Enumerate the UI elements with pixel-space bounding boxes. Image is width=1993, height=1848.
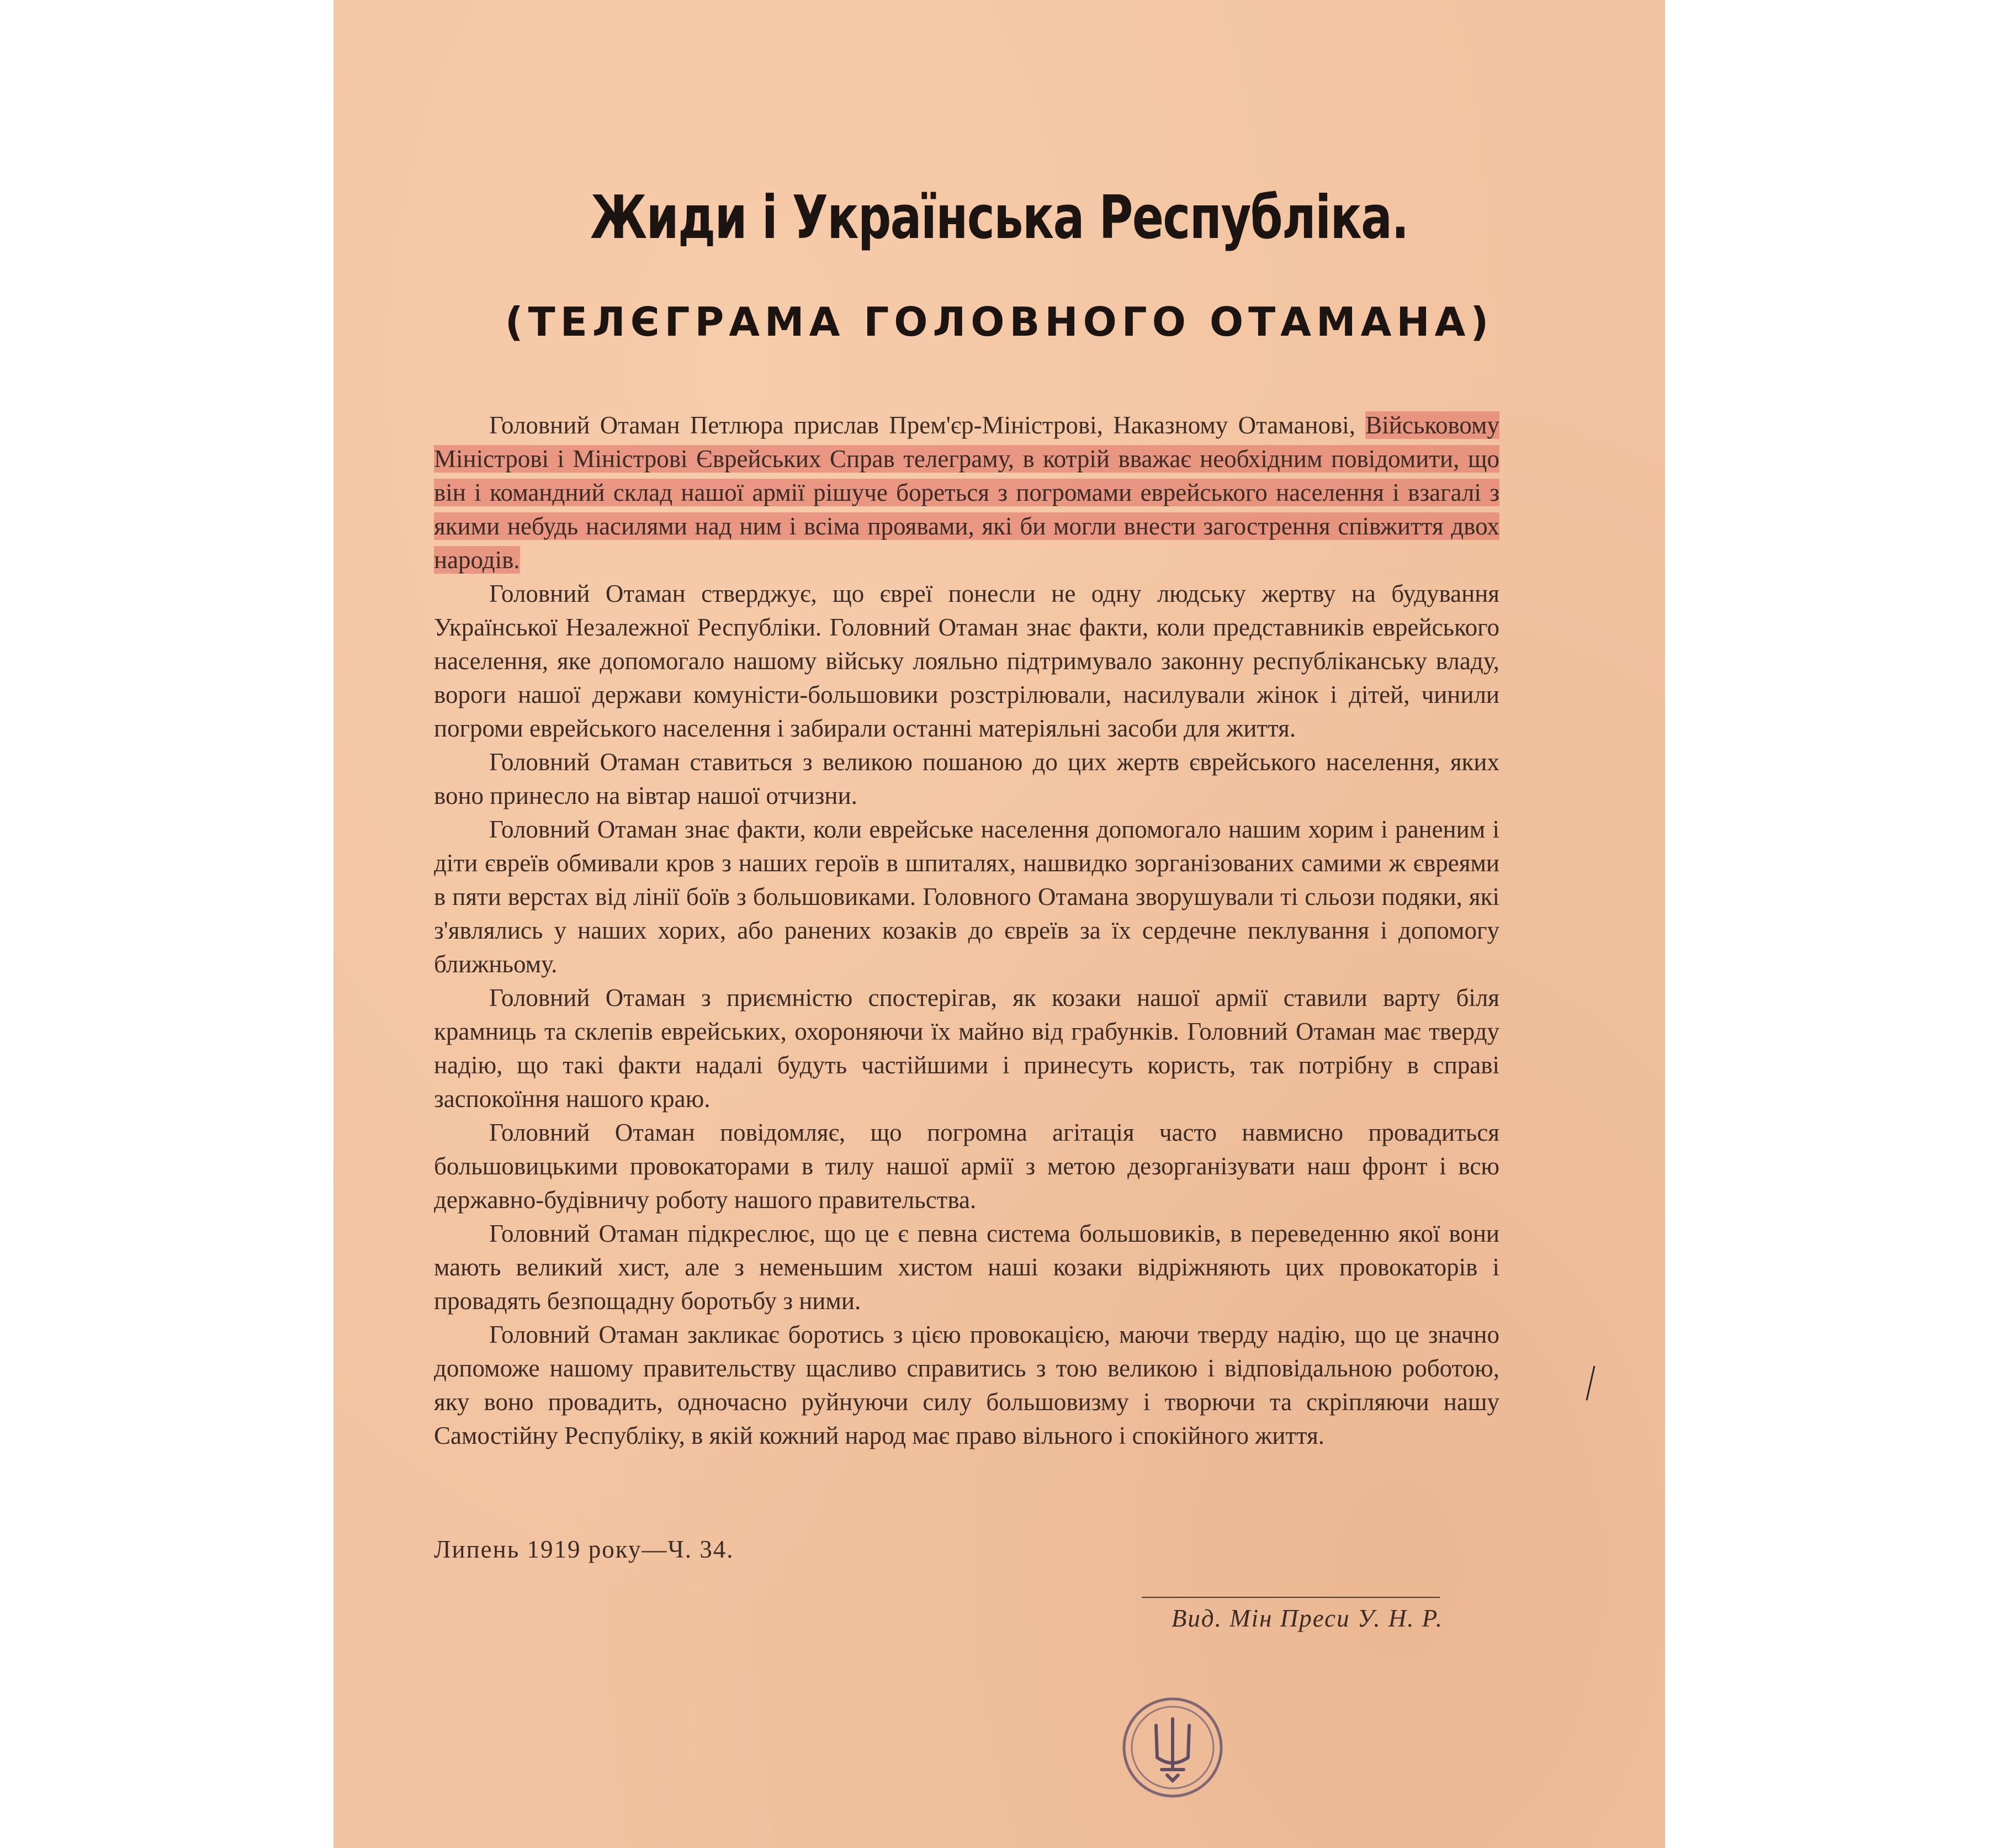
document-page: [333, 0, 1665, 1848]
paragraph-7: Головний Отаман підкреслює, що це є певна система большовиків, в переведенню якої вони мають великий хист, але з неменьшим хистом наші козаки відріжняють цих провокаторів і провадять безпощадну боротьбу з ними.: [434, 1220, 1499, 1315]
publisher-line: Вид. Мін Преси У. Н. Р.: [1171, 1605, 1443, 1632]
paragraph-1-lead: Головний Отаман Петлюра прислав Прем'єр-Міністрові, Наказному Отаманові,: [489, 411, 1366, 439]
document-subtitle: (ТЕЛЄГРАМА ГОЛОВНОГО ОТАМАНА): [505, 299, 1494, 345]
paragraph-2: Головний Отаман стверджує, що євреї понесли не одну людську жертву на будування Української Незалежної Республіки. Головний Отаман знає факти, коли представників еврейського населення, яке допомогало нашому війську лояльно підтримувало законну республіканську владу, вороги нашої держави комуністи-большовики розстрілювали, насилували жінок і дітей, чинили погроми еврейського населення і забирали останні матеріяльні засоби для життя.: [434, 580, 1499, 742]
paragraph-4: Головний Отаман знає факти, коли еврейське населення допомогало нашим хорим і раненим і діти євреїв обмивали кров з наших героїв в шпиталях, нашвидко зорганізованих самими ж євреями в пяти верстах від лінії боїв з большовиками. Головного Отамана зворушували ті сльози подяки, які з'являлись у наших хорих, або ранених козаків до євреїв за їх сердечне пеклування і допомогу ближньому.: [434, 816, 1499, 978]
document-body: [434, 409, 1499, 1453]
paragraph-3: Головний Отаман ставиться з великою пошаною до цих жертв єврейського населення, яких воно принесло на вівтар нашої отчизни.: [434, 748, 1499, 809]
highlighted-text: Військовому Міністрові і Міністрові Єврейських Справ телеграму, в котрій вважає необхідним повідомити, що він і командний склад нашої армії рішуче бореться з погромами еврейського населення і взагалі з якими небудь насилями над ним і всіма проявами, які би могли внести загострення співжиття двох народів.: [434, 411, 1499, 574]
paragraph-1: [434, 409, 1499, 577]
trident-seal-icon: [1117, 1692, 1228, 1803]
signature-divider: [1142, 1597, 1440, 1598]
document-title: Жиди і Українська Республіка.: [590, 183, 1408, 252]
paragraph-8: Головний Отаман закликає боротись з цією провокацією, маючи тверду надію, що це значно допоможе нашому правительству щасливо справитись з тою великою і відповідальною роботою, яку воно провадить, одночасно руйнуючи силу большовизму і творючи та скріпляючи нашу Самостійну Республіку, в якій кожний народ має право вільного і спокійного життя.: [434, 1321, 1499, 1449]
paragraph-5: Головний Отаман з приємністю спостерігав, як козаки нашої армії ставили варту біля крамниць та склепів еврейських, охороняючи їх майно від грабунків. Головний Отаман має тверду надію, що такі факти надалі будуть частійшими і принесуть користь, так потрібну в справі заспокоїння нашого краю.: [434, 984, 1499, 1113]
date-line: Липень 1919 року—Ч. 34.: [434, 1535, 734, 1563]
paragraph-6: Головний Отаман повідомляє, що погромна агітація часто навмисно провадиться большовицькими провокаторами в тилу нашої армії з метою дезорганізувати наш фронт і всю державно-будівничу роботу нашого правительства.: [434, 1119, 1499, 1214]
pencil-mark: [1582, 1364, 1599, 1402]
